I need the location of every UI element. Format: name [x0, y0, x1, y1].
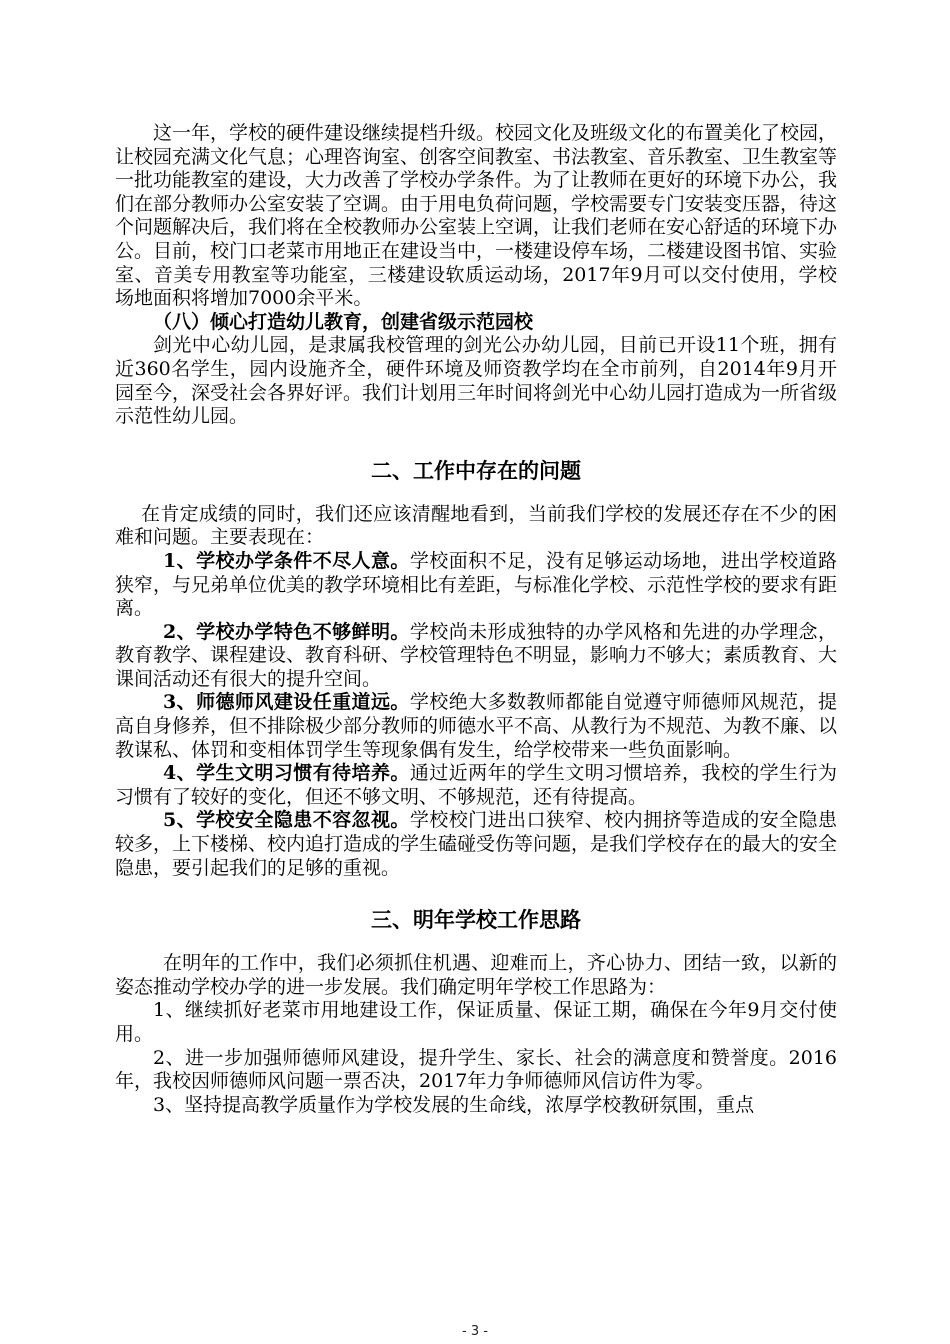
problem-item-lead: 2、学校办学特色不够鲜明。: [163, 620, 410, 643]
problem-item-lead: 1、学校办学条件不尽人意。: [163, 549, 410, 572]
page-number: - 3 -: [462, 1324, 488, 1339]
plan-item-2: 2、进一步加强师德师风建设，提升学生、家长、社会的满意度和赞誉度。2016年，我校因师德师风问题一票否决，2017年力争师德师风信访件为零。: [115, 1046, 837, 1093]
problem-item-3: [115, 691, 837, 762]
problem-item-2: [115, 621, 837, 692]
problem-item-text: 通过近两年的学生文明习惯培养，我校的学生行为习惯有了较好的变化，但还不够文明、不够规范，还有待提高。: [115, 762, 837, 808]
problem-item-lead: 3、师德师风建设任重道远。: [163, 691, 410, 714]
paragraph-hardware: 这一年，学校的硬件建设继续提档升级。校园文化及班级文化的布置美化了校园，让校园充满文化气息；心理咨询室、创客空间教室、书法教室、音乐教室、卫生教室等一批功能教室的建设，大力改善了学校办学条件。为了让教师在更好的环境下办公，我们在部分教师办公室安装了空调。由于用电负荷问题，学校需要专门安装变压器，待这个问题解决后，我们将在全校教师办公室装上空调，让我们老师在安心舒适的环境下办公。目前，校门口老菜市用地正在建设当中，一楼建设停车场，二楼建设图书馆、实验室、音美专用教室等功能室，三楼建设软质运动场，2017年9月可以交付使用，学校场地面积将增加7000余平米。: [115, 122, 838, 310]
paragraph-problems-intro: 在肯定成绩的同时，我们还应该清醒地看到，当前我们学校的发展还存在不少的困难和问题。主要表现在：: [115, 502, 837, 549]
plan-item-3: 3、坚持提高教学质量作为学校发展的生命线，浓厚学校教研氛围，重点: [153, 1093, 755, 1116]
paragraph-plan-intro: 在明年的工作中，我们必须抓住机遇、迎难而上，齐心协力、团结一致，以新的姿态推动学校办学的进一步发展。我们确定明年学校工作思路为：: [115, 952, 837, 998]
problem-item-text: 学校绝大多数教师都能自觉遵守师德师风规范，提高自身修养，但不排除极少部分教师的师德水平不高、从教行为不规范、为教不廉、以教谋私、体罚和变相体罚学生等现象偶有发生，给学校带来一些负面影响。: [115, 691, 838, 761]
problem-item-text: 学校校门进出口狭窄、校内拥挤等造成的安全隐患较多，上下楼梯、校内追打造成的学生磕碰受伤等问题，是我们学校存在的最大的安全隐患，要引起我们的足够的重视。: [115, 809, 838, 879]
problem-item-5: [115, 809, 837, 880]
paragraph-kindergarten: 剑光中心幼儿园，是隶属我校管理的剑光公办幼儿园，目前已开设11个班，拥有近360名学生，园内设施齐全，硬件环境及师资教学均在全市前列，自2014年9月开园至今，深受社会各界好评。我们计划用三年时间将剑光中心幼儿园打造成为一所省级示范性幼儿园。: [115, 334, 838, 428]
problem-item-1: [115, 550, 837, 621]
problem-item-lead: 4、学生文明习惯有待培养。: [163, 762, 410, 785]
problem-item-lead: 5、学校安全隐患不容忽视。: [163, 809, 410, 832]
plan-item-1: 1、继续抓好老菜市用地建设工作，保证质量、保证工期，确保在今年9月交付使用。: [115, 999, 837, 1045]
problem-item-text: 学校尚未形成独特的办学风格和先进的办学理念，教育教学、课程建设、教育科研、学校管理特色不明显，影响力不够大；素质教育、大课间活动还有很大的提升空间。: [115, 620, 838, 690]
heading-problems: 二、工作中存在的问题: [371, 458, 581, 483]
document-body: [115, 122, 837, 1117]
problem-item-4: [115, 762, 837, 809]
subheading-kindergarten: （八）倾心打造幼儿教育，创建省级示范园校: [153, 310, 534, 333]
heading-next-year-plan: 三、明年学校工作思路: [371, 908, 581, 933]
problem-item-text: 学校面积不足，没有足够运动场地，进出学校道路狭窄，与兄弟单位优美的教学环境相比有差距，与标准化学校、示范性学校的要求有距离。: [115, 549, 838, 620]
